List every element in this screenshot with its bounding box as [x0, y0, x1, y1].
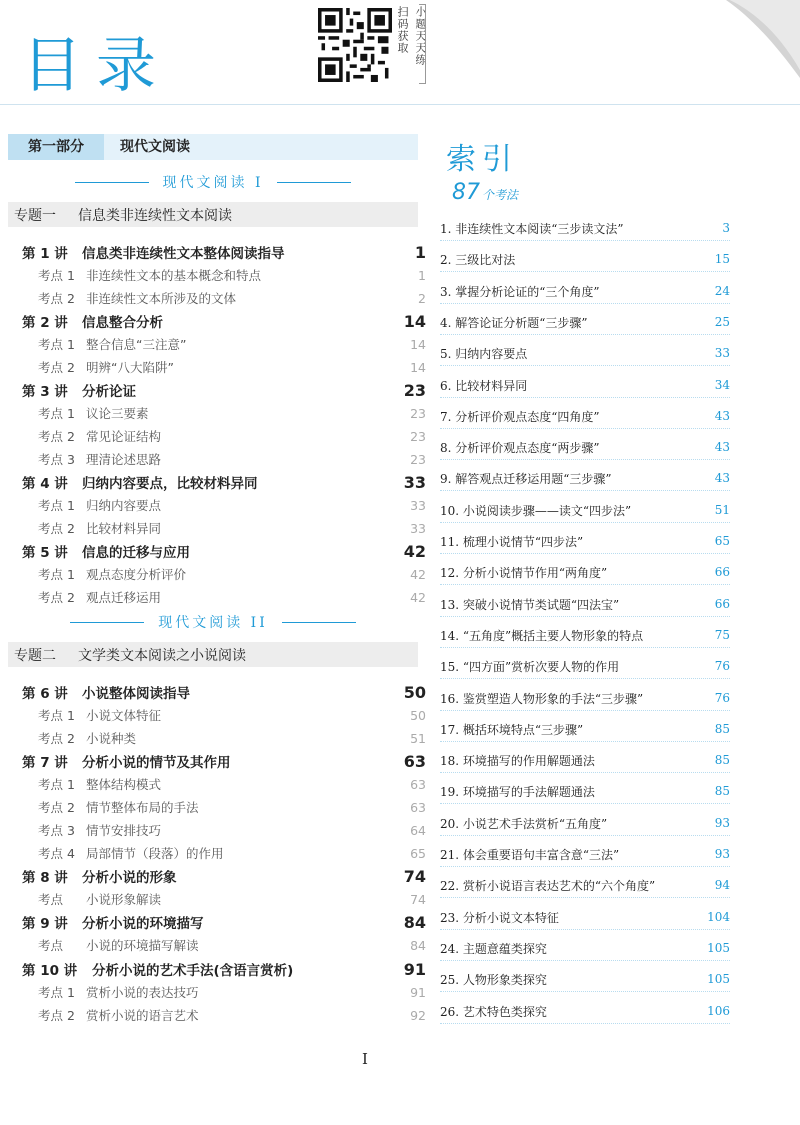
index-item-page: 34	[714, 378, 730, 392]
lecture-title: 分析小说的形象	[82, 870, 177, 886]
kaodian-number: 考点 1	[38, 985, 75, 1000]
index-item-divider	[440, 490, 730, 491]
kaodian-title: 归纳内容要点	[86, 498, 162, 513]
index-item-divider	[440, 678, 730, 679]
lecture-page: 74	[403, 866, 426, 886]
kaodian-entry[interactable]	[38, 495, 426, 515]
lecture-number: 第 4 讲	[22, 476, 68, 492]
index-item-page: 85	[714, 722, 730, 736]
lecture-title: 分析小说的艺术手法(含语言赏析)	[92, 963, 294, 979]
kaodian-number: 考点 3	[38, 823, 75, 838]
index-item-title: 5. 归纳内容要点	[440, 346, 528, 361]
lecture-title: 分析小说的环境描写	[82, 916, 204, 932]
kaodian-title: 情节安排技巧	[86, 823, 162, 838]
lecture-page: 23	[403, 380, 426, 400]
kaodian-page: 84	[410, 937, 426, 953]
topic-title: 文学类文本阅读之小说阅读	[78, 647, 246, 664]
kaodian-entry[interactable]	[38, 1005, 426, 1025]
index-count-label: 个考法	[482, 188, 519, 202]
index-item-page: 25	[714, 315, 730, 329]
section-title: 现代文阅读 I	[162, 175, 264, 191]
lecture-entry[interactable]	[22, 310, 426, 332]
index-item-title: 12. 分析小说情节作用“两角度”	[440, 565, 608, 580]
kaodian-number: 考点 2	[38, 590, 75, 605]
kaodian-page: 23	[410, 405, 426, 421]
index-item-divider	[440, 647, 730, 648]
index-item-title: 25. 人物形象类探究	[440, 972, 547, 987]
kaodian-entry[interactable]	[38, 403, 426, 423]
index-item[interactable]	[440, 625, 730, 645]
index-item-divider	[440, 803, 730, 804]
index-item[interactable]	[440, 281, 730, 301]
index-item-title: 16. 鉴赏塑造人物形象的手法“三步骤”	[440, 691, 644, 706]
section-rule-right	[282, 622, 356, 623]
index-item[interactable]	[440, 781, 730, 801]
qr-bracket	[419, 4, 426, 84]
index-item-page: 85	[714, 753, 730, 767]
index-item-page: 104	[707, 910, 730, 924]
kaodian-entry[interactable]	[38, 564, 426, 584]
index-item-divider	[440, 240, 730, 241]
index-item-page: 93	[714, 816, 730, 830]
index-item[interactable]	[440, 406, 730, 426]
lecture-title: 信息的迁移与应用	[82, 545, 190, 561]
kaodian-page: 51	[410, 730, 426, 746]
index-item-divider	[440, 772, 730, 773]
qr-caption-line-2: 扫码获取	[396, 6, 409, 54]
index-item-divider	[440, 271, 730, 272]
kaodian-page: 42	[410, 589, 426, 605]
index-item-divider	[440, 616, 730, 617]
kaodian-title: 观点态度分析评价	[86, 567, 187, 582]
index-item[interactable]	[440, 875, 730, 895]
kaodian-entry[interactable]	[38, 982, 426, 1002]
index-item-divider	[440, 334, 730, 335]
kaodian-title: 小说的环境描写解读	[86, 938, 199, 953]
lecture-page: 50	[403, 682, 426, 702]
lecture-number: 第 8 讲	[22, 870, 68, 886]
index-item-page: 93	[714, 847, 730, 861]
lecture-entry[interactable]	[22, 379, 426, 401]
lecture-title: 信息类非连续性文本整体阅读指导	[82, 246, 285, 262]
kaodian-title: 小说形象解读	[86, 892, 162, 907]
kaodian-page: 42	[410, 566, 426, 582]
section-title: 现代文阅读 II	[158, 615, 268, 631]
index-item-page: 75	[714, 628, 730, 642]
kaodian-page: 23	[410, 451, 426, 467]
section-heading	[8, 612, 418, 632]
kaodian-number: 考点 2	[38, 1008, 75, 1023]
index-item-divider	[440, 835, 730, 836]
index-item-title: 13. 突破小说情节类试题“四法宝”	[440, 597, 620, 612]
lecture-entry[interactable]	[22, 540, 426, 562]
index-item-divider	[440, 397, 730, 398]
kaodian-number: 考点 2	[38, 731, 75, 746]
index-item-title: 7. 分析评价观点态度“四角度”	[440, 409, 600, 424]
lecture-number: 第 6 讲	[22, 686, 68, 702]
kaodian-entry[interactable]	[38, 728, 426, 748]
lecture-number: 第 9 讲	[22, 916, 68, 932]
kaodian-title: 情节整体布局的手法	[86, 800, 199, 815]
lecture-title: 归纳内容要点，比较材料异同	[82, 476, 258, 492]
index-item-page: 43	[714, 440, 730, 454]
index-count: 87	[452, 180, 480, 205]
index-item-page: 43	[714, 471, 730, 485]
index-item[interactable]	[440, 969, 730, 989]
lecture-number: 第 1 讲	[22, 246, 68, 262]
index-item-title: 15. “四方面”赏析次要人物的作用	[440, 659, 620, 674]
kaodian-title: 议论三要素	[86, 406, 149, 421]
kaodian-page: 63	[410, 799, 426, 815]
index-item-title: 14. “五角度”概括主要人物形象的特点	[440, 628, 644, 643]
index-item-title: 18. 环境描写的作用解题通法	[440, 753, 595, 768]
kaodian-page: 14	[410, 336, 426, 352]
header-divider	[0, 104, 800, 105]
kaodian-number: 考点 2	[38, 291, 75, 306]
topic-header	[8, 642, 418, 667]
index-item[interactable]	[440, 312, 730, 332]
lecture-number: 第 2 讲	[22, 315, 68, 331]
kaodian-number: 考点 3	[38, 452, 75, 467]
index-item-page: 33	[714, 346, 730, 360]
kaodian-entry[interactable]	[38, 820, 426, 840]
index-item[interactable]	[440, 1001, 730, 1021]
lecture-number: 第 7 讲	[22, 755, 68, 771]
kaodian-title: 小说种类	[86, 731, 137, 746]
kaodian-entry[interactable]	[38, 288, 426, 308]
kaodian-entry[interactable]	[38, 518, 426, 538]
kaodian-entry[interactable]	[38, 357, 426, 377]
lecture-title: 小说整体阅读指导	[82, 686, 190, 702]
kaodian-number: 考点 4	[38, 846, 75, 861]
kaodian-title: 赏析小说的语言艺术	[86, 1008, 199, 1023]
kaodian-page: 91	[410, 984, 426, 1000]
index-item[interactable]	[440, 938, 730, 958]
kaodian-title: 小说文体特征	[86, 708, 162, 723]
index-item-page: 24	[714, 284, 730, 298]
index-item-divider	[440, 365, 730, 366]
kaodian-number: 考点	[38, 938, 64, 953]
kaodian-number: 考点 2	[38, 429, 75, 444]
kaodian-page: 74	[410, 891, 426, 907]
index-item-page: 105	[707, 972, 730, 986]
kaodian-entry[interactable]	[38, 705, 426, 725]
lecture-entry[interactable]	[22, 865, 426, 887]
kaodian-number: 考点	[38, 892, 64, 907]
kaodian-title: 观点迁移运用	[86, 590, 162, 605]
index-item-page: 43	[714, 409, 730, 423]
index-item-page: 85	[714, 784, 730, 798]
index-item-divider	[440, 929, 730, 930]
kaodian-entry[interactable]	[38, 797, 426, 817]
kaodian-title: 常见论证结构	[86, 429, 162, 444]
lecture-page: 42	[403, 541, 426, 561]
lecture-title: 分析论证	[82, 384, 136, 400]
kaodian-entry[interactable]	[38, 426, 426, 446]
lecture-page: 91	[403, 959, 426, 979]
page-title: 目录	[22, 31, 170, 101]
part-header	[8, 134, 418, 160]
index-item-divider	[440, 553, 730, 554]
index-item-title: 2. 三级比对法	[440, 252, 516, 267]
kaodian-entry[interactable]	[38, 265, 426, 285]
qr-caption-line-1: 小题天天练	[414, 6, 427, 66]
index-item-title: 20. 小说艺术手法赏析“五角度”	[440, 816, 608, 831]
lecture-number: 第 5 讲	[22, 545, 68, 561]
kaodian-title: 明辨“八大陷阱”	[86, 360, 174, 375]
kaodian-number: 考点 1	[38, 567, 75, 582]
lecture-page: 1	[414, 242, 426, 262]
lecture-entry[interactable]	[22, 471, 426, 493]
lecture-page: 63	[403, 751, 426, 771]
index-item-divider	[440, 522, 730, 523]
kaodian-page: 33	[410, 497, 426, 513]
kaodian-entry[interactable]	[38, 935, 426, 955]
kaodian-title: 非连续性文本的基本概念和特点	[86, 268, 262, 283]
index-item-page: 3	[722, 221, 730, 235]
kaodian-title: 赏析小说的表达技巧	[86, 985, 199, 1000]
lecture-entry[interactable]	[22, 958, 426, 980]
section-heading	[8, 172, 418, 192]
kaodian-page: 63	[410, 776, 426, 792]
kaodian-page: 65	[410, 845, 426, 861]
index-item[interactable]	[440, 688, 730, 708]
index-item-divider	[440, 1023, 730, 1024]
index-item[interactable]	[440, 719, 730, 739]
kaodian-title: 局部情节（段落）的作用	[86, 846, 224, 861]
index-item-divider	[440, 960, 730, 961]
index-item-title: 1. 非连续性文本阅读“三步读文法”	[440, 221, 624, 236]
lecture-title: 分析小说的情节及其作用	[82, 755, 231, 771]
index-item-title: 8. 分析评价观点态度“两步骤”	[440, 440, 600, 455]
index-item-page: 76	[714, 691, 730, 705]
index-item-divider	[440, 866, 730, 867]
kaodian-entry[interactable]	[38, 587, 426, 607]
index-item[interactable]	[440, 844, 730, 864]
index-item-divider	[440, 897, 730, 898]
index-item[interactable]	[440, 218, 730, 238]
index-item-page: 51	[714, 503, 730, 517]
index-item-page: 66	[714, 565, 730, 579]
kaodian-title: 非连续性文本所涉及的文体	[86, 291, 237, 306]
index-item-divider	[440, 303, 730, 304]
index-item-title: 23. 分析小说文本特征	[440, 910, 559, 925]
index-item[interactable]	[440, 531, 730, 551]
index-item[interactable]	[440, 343, 730, 363]
index-item-page: 65	[714, 534, 730, 548]
part-label: 第一部分	[8, 134, 104, 160]
kaodian-number: 考点 2	[38, 521, 75, 536]
index-item[interactable]	[440, 750, 730, 770]
index-item-divider	[440, 584, 730, 585]
index-item[interactable]	[440, 813, 730, 833]
index-item[interactable]	[440, 907, 730, 927]
index-item-title: 9. 解答观点迁移运用题“三步骤”	[440, 471, 612, 486]
lecture-number: 第 10 讲	[22, 963, 78, 979]
kaodian-title: 整体结构模式	[86, 777, 162, 792]
index-item-page: 15	[714, 252, 730, 266]
kaodian-number: 考点 1	[38, 708, 75, 723]
kaodian-number: 考点 2	[38, 360, 75, 375]
index-item-title: 6. 比较材料异同	[440, 378, 528, 393]
topic-title: 信息类非连续性文本阅读	[78, 207, 232, 224]
topic-label: 专题一	[14, 207, 56, 224]
index-item-title: 4. 解答论证分析题“三步骤”	[440, 315, 588, 330]
index-item-title: 3. 掌握分析论证的“三个角度”	[440, 284, 600, 299]
kaodian-title: 比较材料异同	[86, 521, 162, 536]
lecture-title: 信息整合分析	[82, 315, 163, 331]
page-number: I	[362, 1050, 368, 1068]
kaodian-page: 33	[410, 520, 426, 536]
kaodian-entry[interactable]	[38, 889, 426, 909]
index-item[interactable]	[440, 437, 730, 457]
kaodian-page: 92	[410, 1007, 426, 1023]
index-item-title: 21. 体会重要语句丰富含意“三法”	[440, 847, 620, 862]
kaodian-title: 理清论述思路	[86, 452, 162, 467]
kaodian-page: 23	[410, 428, 426, 444]
index-item-divider	[440, 991, 730, 992]
index-item-divider	[440, 710, 730, 711]
kaodian-entry[interactable]	[38, 449, 426, 469]
kaodian-page: 1	[418, 267, 426, 283]
index-item[interactable]	[440, 375, 730, 395]
kaodian-page: 64	[410, 822, 426, 838]
lecture-entry[interactable]	[22, 911, 426, 933]
lecture-page: 14	[403, 311, 426, 331]
lecture-page: 33	[403, 472, 426, 492]
kaodian-number: 考点 2	[38, 800, 75, 815]
index-item-page: 105	[707, 941, 730, 955]
kaodian-page: 2	[418, 290, 426, 306]
kaodian-number: 考点 1	[38, 498, 75, 513]
part-title: 现代文阅读	[120, 139, 190, 155]
lecture-number: 第 3 讲	[22, 384, 68, 400]
kaodian-page: 14	[410, 359, 426, 375]
index-item-title: 11. 梳理小说情节“四步法”	[440, 534, 584, 549]
index-item-title: 10. 小说阅读步骤——读文“四步法”	[440, 503, 632, 518]
section-rule-right	[277, 182, 351, 183]
index-item-page: 94	[714, 878, 730, 892]
index-item-title: 22. 赏析小说语言表达艺术的“六个角度”	[440, 878, 656, 893]
section-rule-left	[75, 182, 149, 183]
index-item[interactable]	[440, 656, 730, 676]
topic-header	[8, 202, 418, 227]
index-title: 索引	[446, 142, 518, 177]
kaodian-page: 50	[410, 707, 426, 723]
page-curl-decoration	[690, 0, 800, 110]
section-rule-left	[70, 622, 144, 623]
qr-code[interactable]	[318, 8, 392, 82]
index-item-title: 24. 主题意蕴类探究	[440, 941, 547, 956]
kaodian-entry[interactable]	[38, 843, 426, 863]
index-item-divider	[440, 428, 730, 429]
kaodian-number: 考点 1	[38, 337, 75, 352]
lecture-entry[interactable]	[22, 750, 426, 772]
index-item-title: 26. 艺术特色类探究	[440, 1004, 547, 1019]
index-item-page: 66	[714, 597, 730, 611]
topic-label: 专题二	[14, 647, 56, 664]
index-item[interactable]	[440, 249, 730, 269]
index-item[interactable]	[440, 562, 730, 582]
lecture-entry[interactable]	[22, 681, 426, 703]
index-item-title: 17. 概括环境特点“三步骤”	[440, 722, 584, 737]
index-item[interactable]	[440, 468, 730, 488]
index-item-page: 76	[714, 659, 730, 673]
lecture-page: 84	[403, 912, 426, 932]
kaodian-entry[interactable]	[38, 774, 426, 794]
lecture-entry[interactable]	[22, 241, 426, 263]
kaodian-number: 考点 1	[38, 268, 75, 283]
index-subtitle	[452, 180, 518, 205]
index-item-divider	[440, 459, 730, 460]
index-item-page: 106	[707, 1004, 730, 1018]
kaodian-entry[interactable]	[38, 334, 426, 354]
kaodian-title: 整合信息“三注意”	[86, 337, 187, 352]
index-item[interactable]	[440, 594, 730, 614]
index-item-divider	[440, 741, 730, 742]
index-item-title: 19. 环境描写的手法解题通法	[440, 784, 595, 799]
index-item[interactable]	[440, 500, 730, 520]
kaodian-number: 考点 1	[38, 406, 75, 421]
kaodian-number: 考点 1	[38, 777, 75, 792]
